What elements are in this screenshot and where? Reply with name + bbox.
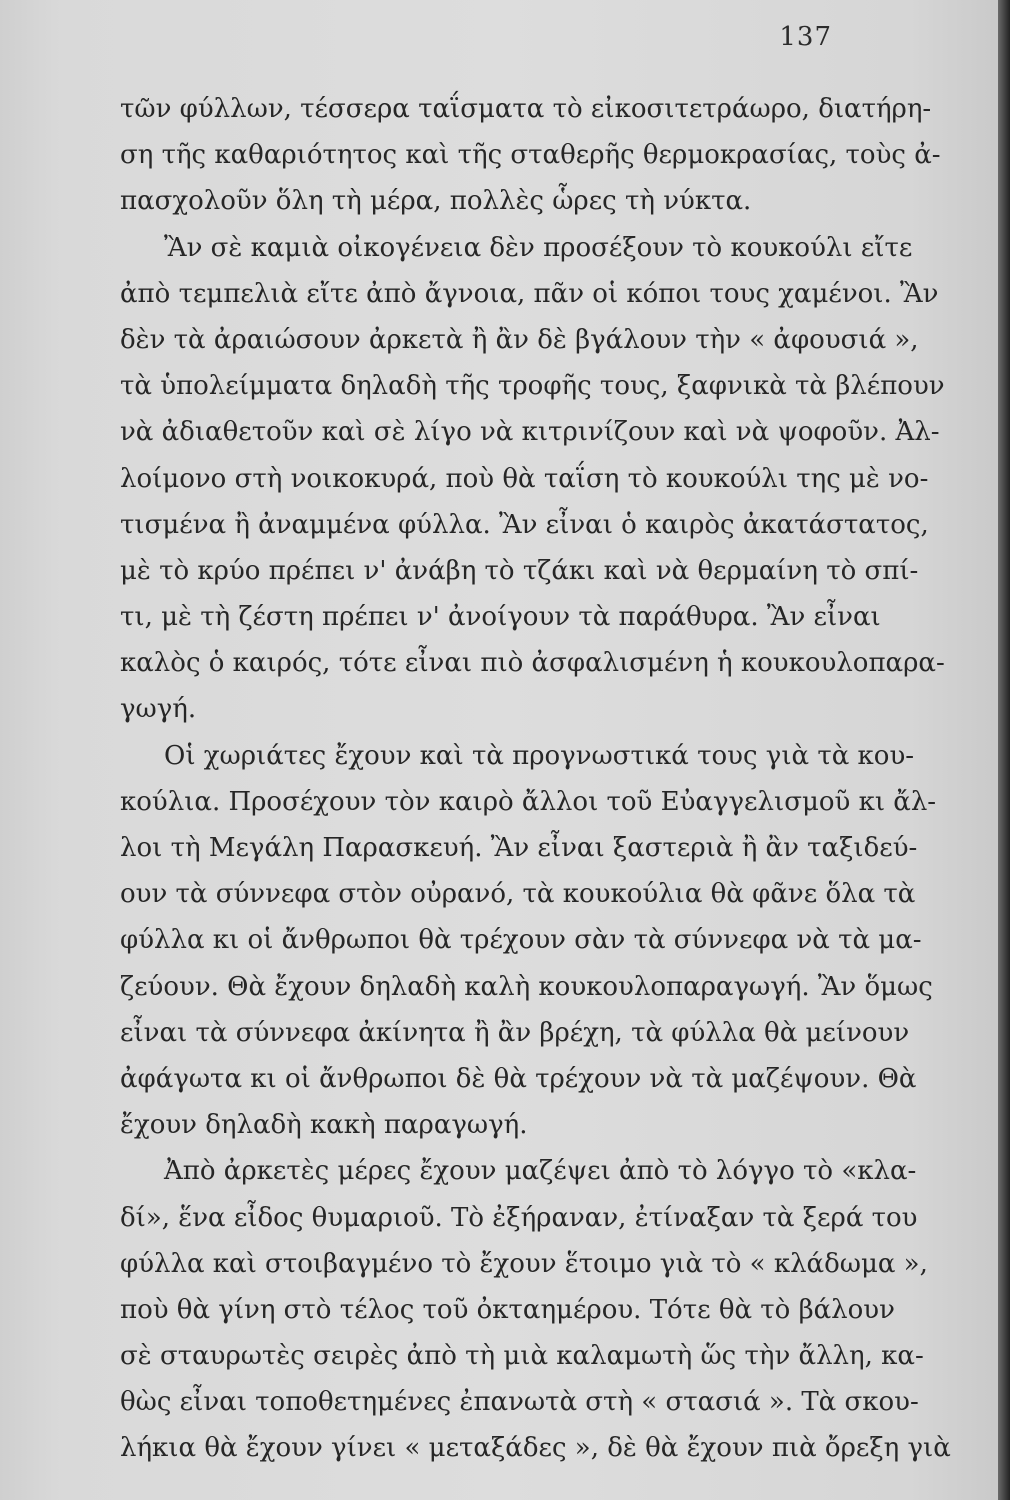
book-binding-edge [998,0,1010,1500]
text-line: ἔχουν δηλαδὴ κακὴ παραγωγή. [120,1110,528,1141]
body-text [120,86,951,1472]
text-line: ποὺ θὰ γίνη στὸ τέλος τοῦ ὀκταημέρου. Τότε θὰ τὸ βάλουν [120,1294,895,1325]
text-line: πασχολοῦν ὅλη τὴ μέρα, πολλὲς ὧρες τὴ νύκτα. [120,186,752,217]
text-line: Ἀπὸ ἀρκετὲς μέρες ἔχουν μαζέψει ἀπὸ τὸ λόγγο τὸ «κλα- [164,1156,917,1187]
text-line: λοι τὴ Μεγάλη Παρασκευή. Ἂν εἶναι ξαστεριὰ ἢ ἂν ταξιδεύ- [120,833,918,863]
text-line: θὼς εἶναι τοποθετημένες ἐπανωτὰ στὴ « στασιά ». Τὰ σκου- [120,1387,919,1418]
text-line: γωγή. [120,694,197,725]
text-line: ζεύουν. Θὰ ἔχουν δηλαδὴ καλὴ κουκουλοπαραγωγή. Ἂν ὅμως [120,971,933,1002]
text-line: τι, μὲ τὴ ζέστη πρέπει ν' ἀνοίγουν τὰ παράθυρα. Ἂν εἶναι [120,602,881,633]
text-line: νὰ ἀδιαθετοῦν καὶ σὲ λίγο νὰ κιτρινίζουν καὶ νὰ ψοφοῦν. Ἀλ- [120,417,940,448]
text-line: δί», ἕνα εἶδος θυμαριοῦ. Τὸ ἐξήραναν, ἐτίναξαν τὰ ξερά του [120,1202,918,1233]
text-line: φύλλα κι οἱ ἄνθρωποι θὰ τρέχουν σὰν τὰ σύννεφα νὰ τὰ μα- [120,925,922,956]
text-line: καλὸς ὁ καιρός, τότε εἶναι πιὸ ἀσφαλισμένη ἡ κουκουλοπαρα- [120,648,945,679]
text-line: σὲ σταυρωτὲς σειρὲς ἀπὸ τὴ μιὰ καλαμωτὴ ὥς τὴν ἄλλη, κα- [120,1341,924,1372]
text-line: ουν τὰ σύννεφα στὸν οὐρανό, τὰ κουκούλια θὰ φᾶνε ὅλα τὰ [120,879,916,910]
text-line: τισμένα ἢ ἀναμμένα φύλλα. Ἂν εἶναι ὁ καιρὸς ἀκατάστατος, [120,509,929,540]
text-line: τὰ ὑπολείμματα δηλαδὴ τῆς τροφῆς τους, ξαφνικὰ τὰ βλέπουν [120,371,945,402]
text-line: λήκια θὰ ἔχουν γίνει « μεταξάδες », δὲ θὰ ἔχουν πιὰ ὄρεξη γιὰ [120,1433,951,1464]
text-line: ἀπὸ τεμπελιὰ εἴτε ἀπὸ ἄγνοια, πᾶν οἱ κόποι τους χαμένοι. Ἂν [120,278,939,309]
text-line: Ἂν σὲ καμιὰ οἰκογένεια δὲν προσέξουν τὸ κουκούλι εἴτε [164,232,913,263]
page-number: 137 [779,22,832,52]
text-line: ση τῆς καθαριότητος καὶ τῆς σταθερῆς θερμοκρασίας, τοὺς ἀ- [120,140,941,171]
text-line: λοίμονο στὴ νοικοκυρά, ποὺ θὰ ταΐση τὸ κουκούλι της μὲ νο- [120,463,929,494]
text-line: μὲ τὸ κρύο πρέπει ν' ἀνάβη τὸ τζάκι καὶ νὰ θερμαίνη τὸ σπί- [120,555,919,586]
text-line: Οἱ χωριάτες ἔχουν καὶ τὰ προγνωστικά τους γιὰ τὰ κου- [164,740,915,771]
text-line: κούλια. Προσέχουν τὸν καιρὸ ἄλλοι τοῦ Εὐαγγελισμοῦ κι ἄλ- [120,786,937,817]
text-line: δὲν τὰ ἀραιώσουν ἀρκετὰ ἢ ἂν δὲ βγάλουν τὴν « ἀφουσιά », [120,324,919,355]
text-line: φύλλα καὶ στοιβαγμένο τὸ ἔχουν ἕτοιμο γιὰ τὸ « κλάδωμα », [120,1248,928,1279]
text-line: εἶναι τὰ σύννεφα ἀκίνητα ἢ ἂν βρέχη, τὰ φύλλα θὰ μείνουν [120,1017,910,1048]
text-line: τῶν φύλλων, τέσσερα ταΐσματα τὸ εἰκοσιτετράωρο, διατήρη- [120,94,932,124]
text-line: ἀφάγωτα κι οἱ ἄνθρωποι δὲ θὰ τρέχουν νὰ τὰ μαζέψουν. Θὰ [120,1063,917,1094]
